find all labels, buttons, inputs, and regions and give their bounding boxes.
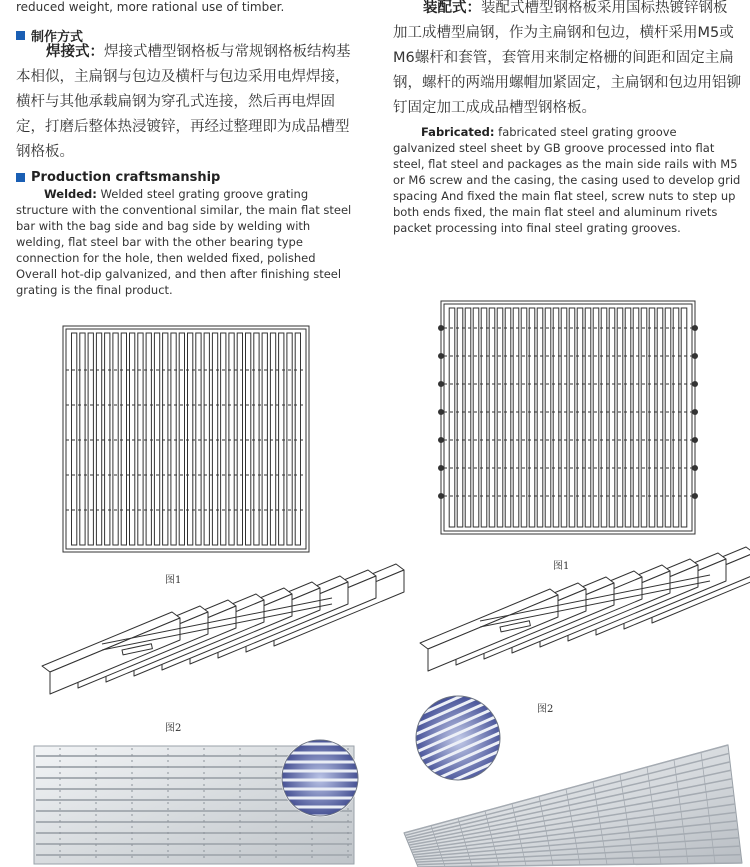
fabricated-lead-en: Fabricated: bbox=[421, 125, 495, 139]
left-fig1-caption: 图1 bbox=[165, 575, 182, 586]
fabricated-grating-isometric-drawing bbox=[416, 585, 746, 695]
welded-body-en: Welded steel grating groove grating structure with the conventional similar, the main flat steel bar with the bag side and bag side by welding with welding, flat steel bar with the other bearing type connection for the hole, then welded fixed, polished Overall hot-dip galvanized, and then after finishing steel grating is the final product. bbox=[16, 187, 352, 297]
right-fig1-caption: 图1 bbox=[553, 561, 570, 572]
fabricated-grating-plan-drawing bbox=[440, 300, 696, 535]
fabricated-paragraph-zh bbox=[393, 0, 741, 121]
welded-grating-plan-drawing bbox=[62, 325, 310, 553]
left-fig2-caption: 图2 bbox=[165, 723, 182, 734]
welded-paragraph-en bbox=[16, 186, 358, 298]
welded-lead-zh: 焊接式： bbox=[46, 44, 104, 60]
intro-line: reduced weight, more rational use of timber. bbox=[16, 0, 285, 14]
welded-paragraph-zh bbox=[16, 40, 360, 165]
welded-grating-isometric-drawing bbox=[38, 598, 368, 708]
welded-grating-photo bbox=[30, 700, 365, 867]
bullet-square-icon bbox=[16, 173, 25, 182]
right-fig2-caption: 图2 bbox=[537, 704, 554, 715]
fabricated-body-zh: 装配式槽型钢格板采用国标热镀锌钢板加工成槽型扁钢，作为主扁钢和包边，横杆采用M5或M6螺杆和套管，套管用来制定格栅的间距和固定主扁钢，螺杆的两端用螺帽加紧固定，主扁钢和包边用铝铆钉固定加工成成品槽型钢格板。 bbox=[393, 0, 741, 116]
section-heading-zh-text: 制作方式 bbox=[31, 30, 84, 45]
welded-lead-en: Welded: bbox=[44, 187, 97, 201]
bullet-square-icon bbox=[16, 31, 25, 40]
fabricated-body-en: fabricated steel grating groove galvanized steel sheet by GB groove processed into flat steel, flat steel and packages as the main side rails with M5 or M6 screw and the casing, the casing used to develop grid spacing And fixed the main flat steel, screw nuts to step up both ends fixed, the main flat steel and aluminum rivets packet processing into final steel grating grooves. bbox=[393, 125, 741, 235]
fabricated-lead-zh: 装配式： bbox=[423, 0, 481, 16]
section-heading-en bbox=[16, 170, 220, 185]
welded-body-zh: 焊接式槽型钢格板与常规钢格板结构基本相似，主扁钢与包边及横杆与包边采用电焊焊接，横杆与其他承载扁钢为穿孔式连接，然后再电焊固定，打磨后整体热浸镀锌，再经过整理即为成品槽型钢格板。 bbox=[16, 44, 351, 160]
fabricated-grating-photo bbox=[398, 693, 744, 867]
fabricated-paragraph-en bbox=[393, 124, 741, 236]
section-heading-en-text: Production craftsmanship bbox=[31, 170, 221, 185]
